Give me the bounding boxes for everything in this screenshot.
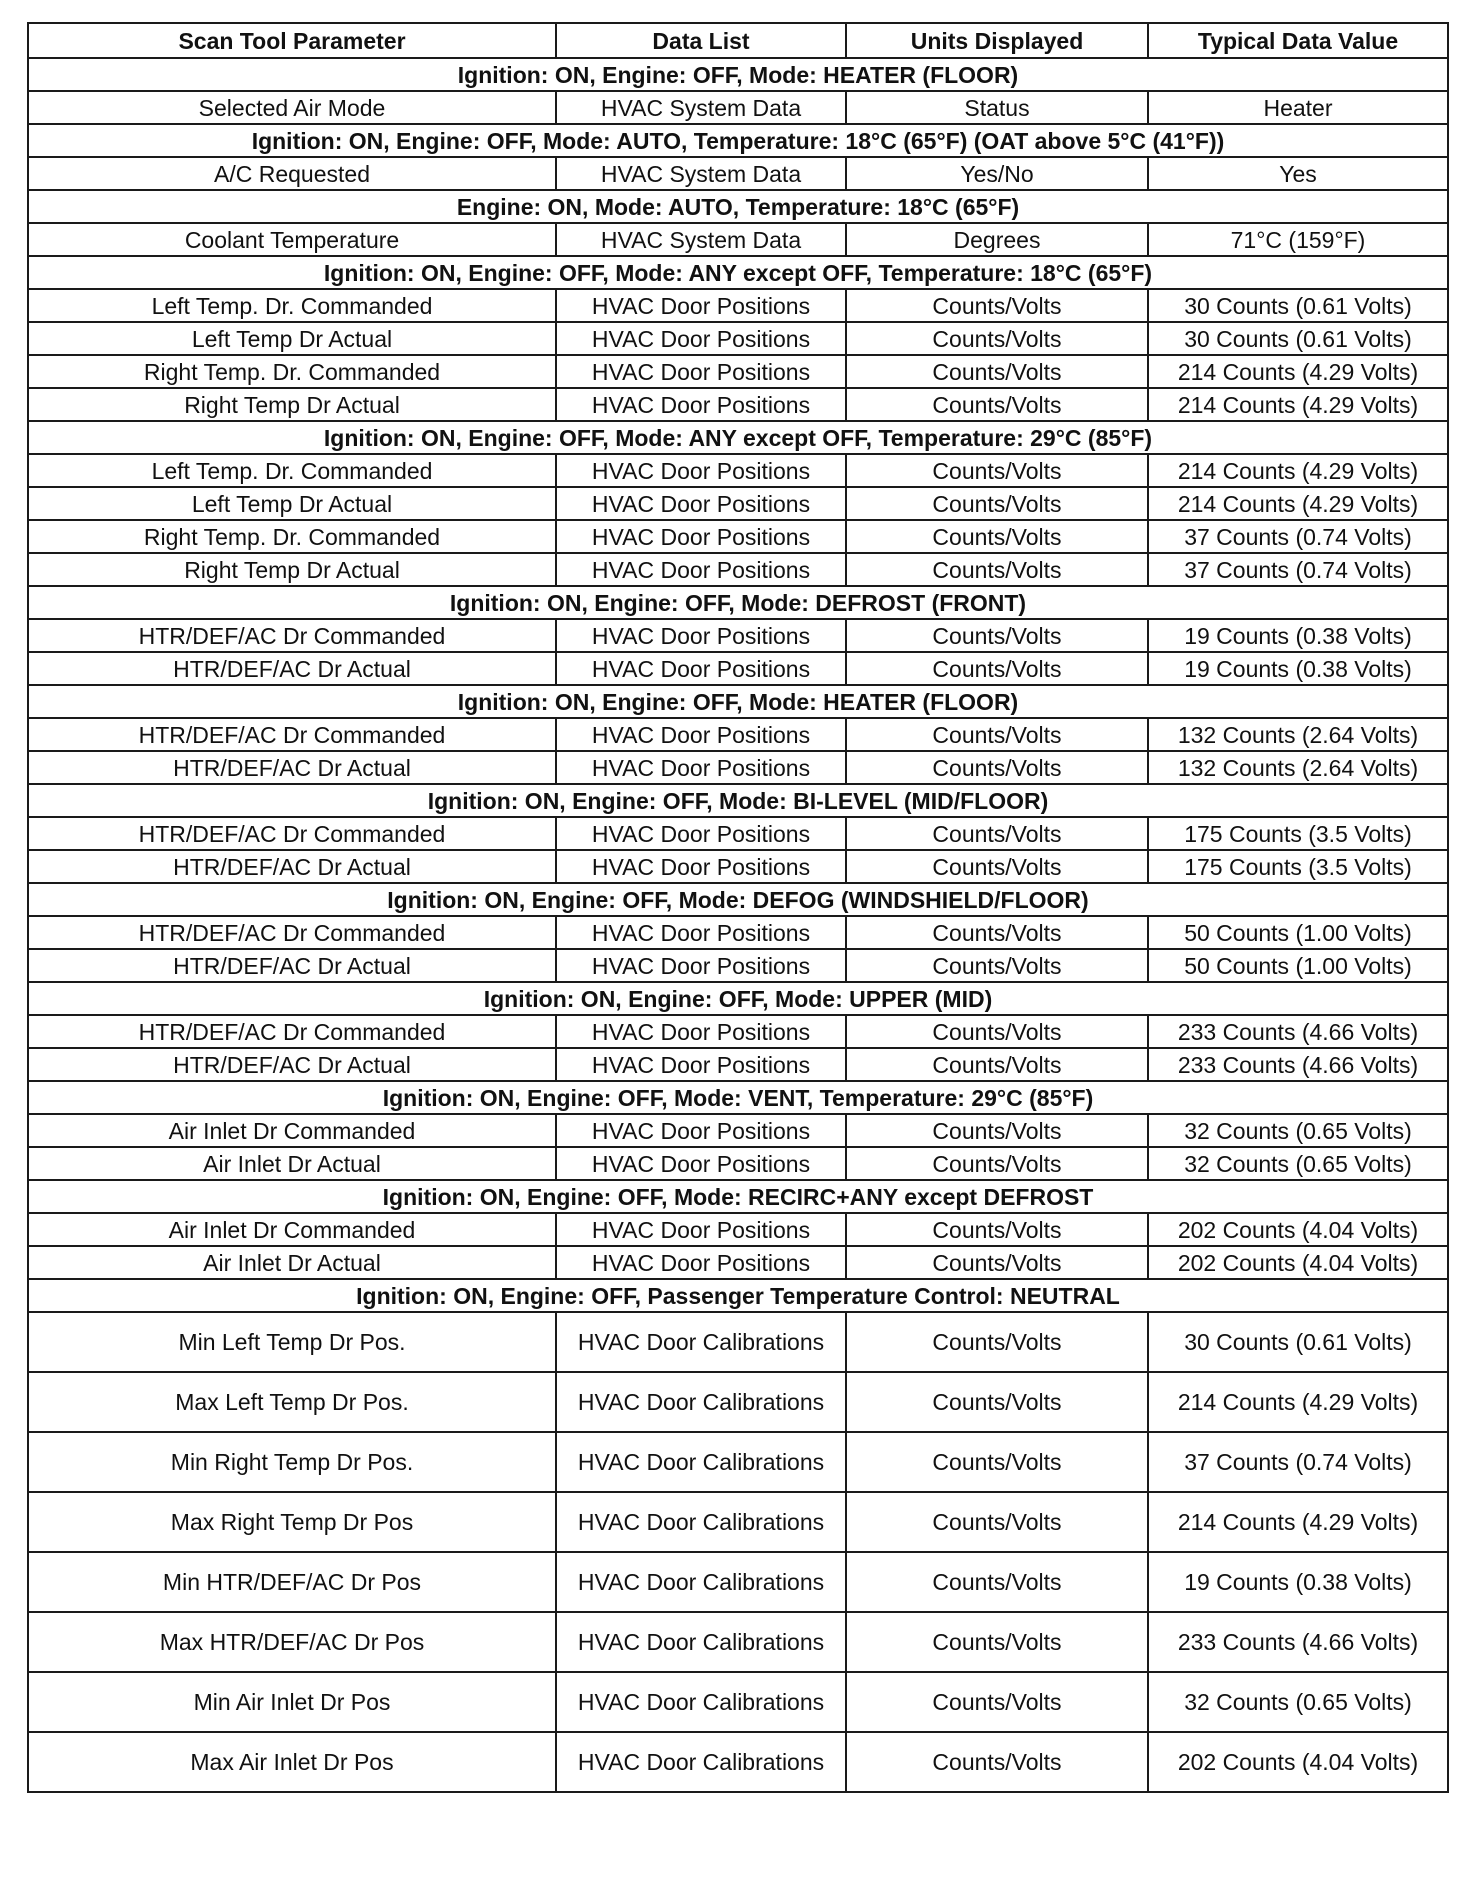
parameter-cell: Right Temp Dr Actual (28, 388, 556, 421)
units-cell: Counts/Volts (846, 1552, 1148, 1612)
value-cell: 30 Counts (0.61 Volts) (1148, 1312, 1448, 1372)
data-list-cell: HVAC Door Positions (556, 916, 846, 949)
parameter-cell: HTR/DEF/AC Dr Commanded (28, 916, 556, 949)
value-cell: 214 Counts (4.29 Volts) (1148, 355, 1448, 388)
data-list-cell: HVAC Door Calibrations (556, 1492, 846, 1552)
table-row (28, 223, 1448, 256)
value-cell: 32 Counts (0.65 Volts) (1148, 1114, 1448, 1147)
value-cell: 214 Counts (4.29 Volts) (1148, 1492, 1448, 1552)
value-cell: 37 Counts (0.74 Volts) (1148, 553, 1448, 586)
value-cell: 233 Counts (4.66 Volts) (1148, 1048, 1448, 1081)
condition-row (28, 883, 1448, 916)
data-list-cell: HVAC Door Positions (556, 1213, 846, 1246)
condition-label: Ignition: ON, Engine: OFF, Mode: DEFROST (FRONT) (28, 586, 1448, 619)
parameter-cell: Air Inlet Dr Actual (28, 1246, 556, 1279)
condition-label: Ignition: ON, Engine: OFF, Mode: HEATER (FLOOR) (28, 58, 1448, 91)
value-cell: 30 Counts (0.61 Volts) (1148, 322, 1448, 355)
condition-label: Ignition: ON, Engine: OFF, Mode: VENT, Temperature: 29°C (85°F) (28, 1081, 1448, 1114)
value-cell: 233 Counts (4.66 Volts) (1148, 1612, 1448, 1672)
value-cell: 71°C (159°F) (1148, 223, 1448, 256)
value-cell: Heater (1148, 91, 1448, 124)
units-cell: Counts/Volts (846, 652, 1148, 685)
data-list-cell: HVAC Door Positions (556, 1147, 846, 1180)
units-cell: Counts/Volts (846, 718, 1148, 751)
parameter-cell: Left Temp. Dr. Commanded (28, 454, 556, 487)
parameter-cell: Air Inlet Dr Commanded (28, 1213, 556, 1246)
header-data-list: Data List (556, 23, 846, 58)
header-row (28, 23, 1448, 58)
condition-label: Ignition: ON, Engine: OFF, Mode: ANY except OFF, Temperature: 29°C (85°F) (28, 421, 1448, 454)
value-cell: 202 Counts (4.04 Volts) (1148, 1246, 1448, 1279)
header-typical-data-value: Typical Data Value (1148, 23, 1448, 58)
condition-label: Ignition: ON, Engine: OFF, Mode: DEFOG (WINDSHIELD/FLOOR) (28, 883, 1448, 916)
units-cell: Counts/Volts (846, 1612, 1148, 1672)
parameter-cell: Left Temp Dr Actual (28, 487, 556, 520)
condition-label: Ignition: ON, Engine: OFF, Mode: AUTO, Temperature: 18°C (65°F) (OAT above 5°C (41°F)) (28, 124, 1448, 157)
units-cell: Counts/Volts (846, 1015, 1148, 1048)
header-scan-tool-parameter: Scan Tool Parameter (28, 23, 556, 58)
parameter-cell: Max HTR/DEF/AC Dr Pos (28, 1612, 556, 1672)
units-cell: Counts/Volts (846, 1048, 1148, 1081)
condition-row (28, 685, 1448, 718)
table-row (28, 1672, 1448, 1732)
table-row (28, 850, 1448, 883)
data-list-cell: HVAC Door Positions (556, 949, 846, 982)
table-row (28, 1246, 1448, 1279)
units-cell: Counts/Volts (846, 388, 1148, 421)
condition-row (28, 982, 1448, 1015)
condition-row (28, 1081, 1448, 1114)
condition-label: Ignition: ON, Engine: OFF, Mode: UPPER (MID) (28, 982, 1448, 1015)
table-row (28, 1432, 1448, 1492)
condition-label: Ignition: ON, Engine: OFF, Mode: HEATER (FLOOR) (28, 685, 1448, 718)
table-row (28, 157, 1448, 190)
value-cell: 30 Counts (0.61 Volts) (1148, 289, 1448, 322)
data-list-cell: HVAC Door Positions (556, 289, 846, 322)
units-cell: Counts/Volts (846, 1147, 1148, 1180)
parameter-cell: Coolant Temperature (28, 223, 556, 256)
units-cell: Counts/Volts (846, 1312, 1148, 1372)
units-cell: Counts/Volts (846, 751, 1148, 784)
units-cell: Counts/Volts (846, 289, 1148, 322)
parameter-cell: Max Air Inlet Dr Pos (28, 1732, 556, 1792)
table-row (28, 949, 1448, 982)
units-cell: Counts/Volts (846, 916, 1148, 949)
parameter-cell: Max Left Temp Dr Pos. (28, 1372, 556, 1432)
table-row (28, 388, 1448, 421)
units-cell: Status (846, 91, 1148, 124)
scan-tool-data-table (27, 22, 1449, 1793)
table-row (28, 1552, 1448, 1612)
table-row (28, 1612, 1448, 1672)
units-cell: Counts/Volts (846, 520, 1148, 553)
table-row (28, 1015, 1448, 1048)
table-row (28, 1213, 1448, 1246)
data-list-cell: HVAC Door Positions (556, 1015, 846, 1048)
parameter-cell: Left Temp Dr Actual (28, 322, 556, 355)
parameter-cell: Min HTR/DEF/AC Dr Pos (28, 1552, 556, 1612)
parameter-cell: Air Inlet Dr Commanded (28, 1114, 556, 1147)
units-cell: Counts/Volts (846, 1213, 1148, 1246)
table-row (28, 454, 1448, 487)
data-list-cell: HVAC Door Positions (556, 751, 846, 784)
data-list-cell: HVAC Door Positions (556, 553, 846, 586)
value-cell: 202 Counts (4.04 Volts) (1148, 1732, 1448, 1792)
data-list-cell: HVAC System Data (556, 91, 846, 124)
value-cell: 214 Counts (4.29 Volts) (1148, 454, 1448, 487)
parameter-cell: HTR/DEF/AC Dr Actual (28, 949, 556, 982)
value-cell: 175 Counts (3.5 Volts) (1148, 850, 1448, 883)
data-list-cell: HVAC Door Calibrations (556, 1612, 846, 1672)
data-list-cell: HVAC System Data (556, 157, 846, 190)
parameter-cell: Min Left Temp Dr Pos. (28, 1312, 556, 1372)
table-row (28, 1048, 1448, 1081)
units-cell: Counts/Volts (846, 487, 1148, 520)
header-units-displayed: Units Displayed (846, 23, 1148, 58)
table-row (28, 355, 1448, 388)
condition-row (28, 1180, 1448, 1213)
parameter-cell: Left Temp. Dr. Commanded (28, 289, 556, 322)
data-list-cell: HVAC Door Calibrations (556, 1552, 846, 1612)
table-row (28, 817, 1448, 850)
data-list-cell: HVAC Door Positions (556, 817, 846, 850)
data-list-cell: HVAC Door Calibrations (556, 1732, 846, 1792)
table-row (28, 652, 1448, 685)
units-cell: Counts/Volts (846, 1492, 1148, 1552)
parameter-cell: Right Temp Dr Actual (28, 553, 556, 586)
table-row (28, 1147, 1448, 1180)
parameter-cell: HTR/DEF/AC Dr Actual (28, 652, 556, 685)
parameter-cell: HTR/DEF/AC Dr Actual (28, 850, 556, 883)
value-cell: 32 Counts (0.65 Volts) (1148, 1147, 1448, 1180)
parameter-cell: Min Right Temp Dr Pos. (28, 1432, 556, 1492)
data-list-cell: HVAC Door Positions (556, 454, 846, 487)
value-cell: 19 Counts (0.38 Volts) (1148, 1552, 1448, 1612)
value-cell: 19 Counts (0.38 Volts) (1148, 619, 1448, 652)
units-cell: Counts/Volts (846, 322, 1148, 355)
data-list-cell: HVAC Door Positions (556, 322, 846, 355)
value-cell: 32 Counts (0.65 Volts) (1148, 1672, 1448, 1732)
parameter-cell: Right Temp. Dr. Commanded (28, 355, 556, 388)
data-list-cell: HVAC Door Positions (556, 355, 846, 388)
condition-row (28, 124, 1448, 157)
table-row (28, 619, 1448, 652)
units-cell: Degrees (846, 223, 1148, 256)
units-cell: Yes/No (846, 157, 1148, 190)
units-cell: Counts/Volts (846, 553, 1148, 586)
table-row (28, 1372, 1448, 1432)
value-cell: Yes (1148, 157, 1448, 190)
units-cell: Counts/Volts (846, 1432, 1148, 1492)
data-list-cell: HVAC Door Positions (556, 619, 846, 652)
data-list-cell: HVAC Door Positions (556, 850, 846, 883)
parameter-cell: Air Inlet Dr Actual (28, 1147, 556, 1180)
table-row (28, 1312, 1448, 1372)
units-cell: Counts/Volts (846, 1672, 1148, 1732)
value-cell: 214 Counts (4.29 Volts) (1148, 388, 1448, 421)
data-list-cell: HVAC Door Positions (556, 718, 846, 751)
parameter-cell: Right Temp. Dr. Commanded (28, 520, 556, 553)
condition-label: Ignition: ON, Engine: OFF, Mode: RECIRC+ANY except DEFROST (28, 1180, 1448, 1213)
units-cell: Counts/Volts (846, 454, 1148, 487)
parameter-cell: HTR/DEF/AC Dr Commanded (28, 1015, 556, 1048)
value-cell: 233 Counts (4.66 Volts) (1148, 1015, 1448, 1048)
table-row (28, 91, 1448, 124)
parameter-cell: Min Air Inlet Dr Pos (28, 1672, 556, 1732)
condition-row (28, 256, 1448, 289)
table-row (28, 322, 1448, 355)
parameter-cell: Max Right Temp Dr Pos (28, 1492, 556, 1552)
parameter-cell: HTR/DEF/AC Dr Actual (28, 751, 556, 784)
table-row (28, 487, 1448, 520)
units-cell: Counts/Volts (846, 1732, 1148, 1792)
condition-label: Ignition: ON, Engine: OFF, Mode: ANY except OFF, Temperature: 18°C (65°F) (28, 256, 1448, 289)
value-cell: 37 Counts (0.74 Volts) (1148, 1432, 1448, 1492)
table-row (28, 1492, 1448, 1552)
data-list-cell: HVAC Door Positions (556, 1048, 846, 1081)
units-cell: Counts/Volts (846, 1372, 1148, 1432)
data-list-cell: HVAC Door Calibrations (556, 1432, 846, 1492)
table-row (28, 751, 1448, 784)
value-cell: 50 Counts (1.00 Volts) (1148, 949, 1448, 982)
parameter-cell: Selected Air Mode (28, 91, 556, 124)
table-row (28, 553, 1448, 586)
table-body (28, 58, 1448, 1792)
parameter-cell: HTR/DEF/AC Dr Actual (28, 1048, 556, 1081)
data-list-cell: HVAC Door Calibrations (556, 1312, 846, 1372)
condition-row (28, 421, 1448, 454)
data-list-cell: HVAC System Data (556, 223, 846, 256)
parameter-cell: HTR/DEF/AC Dr Commanded (28, 718, 556, 751)
condition-row (28, 586, 1448, 619)
value-cell: 50 Counts (1.00 Volts) (1148, 916, 1448, 949)
table-row (28, 1732, 1448, 1792)
units-cell: Counts/Volts (846, 1114, 1148, 1147)
condition-label: Ignition: ON, Engine: OFF, Mode: BI-LEVEL (MID/FLOOR) (28, 784, 1448, 817)
value-cell: 202 Counts (4.04 Volts) (1148, 1213, 1448, 1246)
table-row (28, 718, 1448, 751)
table-row (28, 289, 1448, 322)
units-cell: Counts/Volts (846, 619, 1148, 652)
value-cell: 132 Counts (2.64 Volts) (1148, 751, 1448, 784)
units-cell: Counts/Volts (846, 817, 1148, 850)
parameter-cell: A/C Requested (28, 157, 556, 190)
value-cell: 175 Counts (3.5 Volts) (1148, 817, 1448, 850)
value-cell: 132 Counts (2.64 Volts) (1148, 718, 1448, 751)
data-list-cell: HVAC Door Positions (556, 520, 846, 553)
condition-row (28, 190, 1448, 223)
condition-row (28, 784, 1448, 817)
table-row (28, 1114, 1448, 1147)
units-cell: Counts/Volts (846, 1246, 1148, 1279)
data-list-cell: HVAC Door Positions (556, 388, 846, 421)
data-list-cell: HVAC Door Positions (556, 652, 846, 685)
data-list-cell: HVAC Door Positions (556, 1246, 846, 1279)
parameter-cell: HTR/DEF/AC Dr Commanded (28, 817, 556, 850)
value-cell: 214 Counts (4.29 Volts) (1148, 487, 1448, 520)
data-list-cell: HVAC Door Positions (556, 487, 846, 520)
table-row (28, 916, 1448, 949)
condition-row (28, 58, 1448, 91)
value-cell: 214 Counts (4.29 Volts) (1148, 1372, 1448, 1432)
data-list-cell: HVAC Door Calibrations (556, 1372, 846, 1432)
parameter-cell: HTR/DEF/AC Dr Commanded (28, 619, 556, 652)
units-cell: Counts/Volts (846, 850, 1148, 883)
value-cell: 37 Counts (0.74 Volts) (1148, 520, 1448, 553)
units-cell: Counts/Volts (846, 355, 1148, 388)
table-row (28, 520, 1448, 553)
value-cell: 19 Counts (0.38 Volts) (1148, 652, 1448, 685)
data-list-cell: HVAC Door Calibrations (556, 1672, 846, 1732)
data-list-cell: HVAC Door Positions (556, 1114, 846, 1147)
condition-label: Ignition: ON, Engine: OFF, Passenger Temperature Control: NEUTRAL (28, 1279, 1448, 1312)
units-cell: Counts/Volts (846, 949, 1148, 982)
condition-row (28, 1279, 1448, 1312)
condition-label: Engine: ON, Mode: AUTO, Temperature: 18°C (65°F) (28, 190, 1448, 223)
